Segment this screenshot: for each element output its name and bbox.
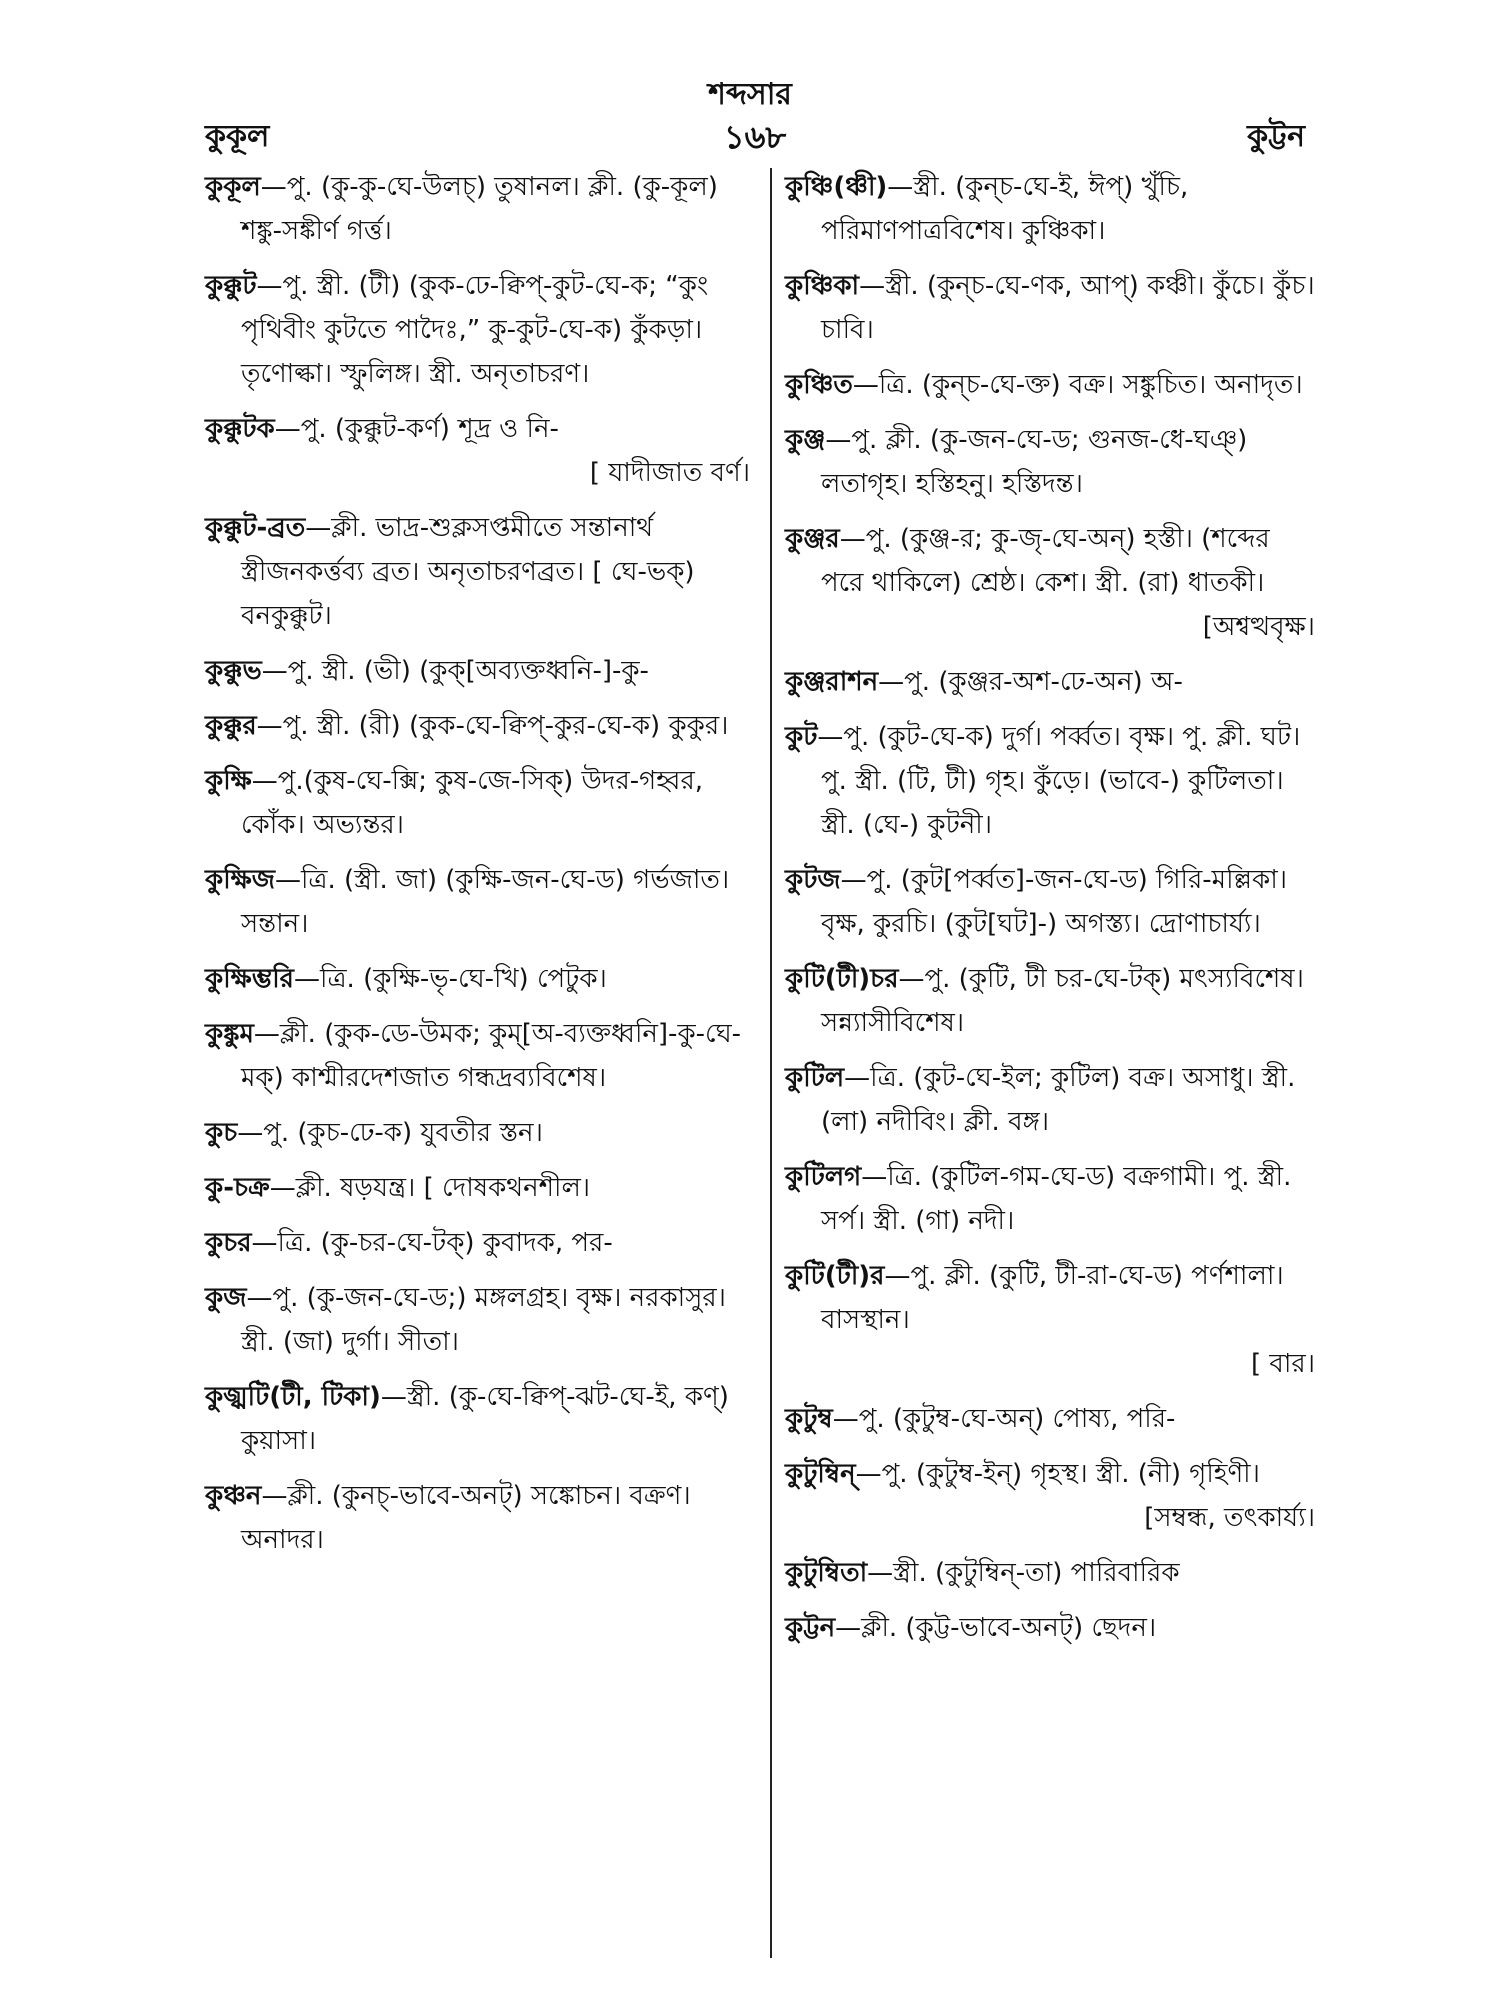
right-column xyxy=(785,165,1315,1661)
page-number: ১৬৮ xyxy=(723,118,787,156)
dictionary-entry xyxy=(785,957,1315,1045)
entry-definition: —পু. (কু-কু-ঘে-উলচ্) তুষানল। ক্লী. (কু-কূল) শঙ্কু-সঙ্কীর্ণ গর্ত্ত। xyxy=(241,172,718,246)
entry-definition: —স্ত্রী. (কুটুম্বিন্-তা) পারিবারিক xyxy=(867,1558,1180,1588)
entry-definition: —পু. (কুক্কুট-কর্ণ) শূদ্র ও নি- xyxy=(274,414,559,444)
entry-headword: কুক্ষিজ xyxy=(205,865,275,895)
entry-headword: কুটুম্ব xyxy=(785,1404,833,1434)
dictionary-entry xyxy=(785,165,1315,253)
dictionary-entry xyxy=(785,363,1315,407)
entry-definition: —পু. (কুটি, টী চর-ঘে-টক্) মৎস্যবিশেষ। সন্ন্যাসীবিশেষ। xyxy=(821,964,1304,1038)
entry-definition: —পু. (কুঞ্জ-র; কু-জৃ-ঘে-অন্) হস্তী। (শব্দের পরে থাকিলে) শ্রেষ্ঠ। কেশ। স্ত্রী. (রা) ধাতকী। xyxy=(821,524,1270,598)
entry-headword: কুঞ্চিকা xyxy=(785,271,860,301)
entry-definition: —পু. (কুঞ্জর-অশ-ঢে-অন) অ- xyxy=(878,667,1183,697)
dictionary-entry xyxy=(785,418,1315,506)
entry-headword: কুকূল xyxy=(205,172,261,202)
entry-headword: কুক্ষিম্ভরি xyxy=(205,964,294,994)
entry-headword: কুঙ্কুম xyxy=(205,1019,254,1049)
entry-headword: কুক্ষি xyxy=(205,766,252,796)
dictionary-entry xyxy=(205,649,750,693)
entry-definition: —পু. (কু-জন-ঘে-ড;) মঙ্গলগ্রহ। বৃক্ষ। নরকাসুর। স্ত্রী. (জা) দুর্গা। সীতা। xyxy=(241,1283,726,1357)
entry-headword: কুঞ্জর xyxy=(785,524,840,554)
entry-headword: কুক্কুর xyxy=(205,711,257,741)
dictionary-entry xyxy=(785,264,1315,352)
entry-definition: —পু. স্ত্রী. (রী) (কুক-ঘে-ক্বিপ্-কুর-ঘে-ক) কুকুর। xyxy=(256,711,729,741)
entry-headword: কুজ xyxy=(205,1283,247,1313)
page-title: শব্দসার xyxy=(708,77,792,112)
entry-headword: কু-চক্র xyxy=(205,1173,270,1203)
dictionary-entry xyxy=(205,165,750,253)
entry-definition: —পু. (কুটুম্ব-ইন্) গৃহস্থ। স্ত্রী. (নী) গৃহিণী। xyxy=(855,1459,1260,1489)
left-column xyxy=(205,165,750,1573)
entry-definition: —ত্রি. (কু-চর-ঘে-টক্) কুবাদক, পর- xyxy=(251,1228,613,1258)
entry-headword: কুটি(টী)চর xyxy=(785,964,899,994)
entry-headword: কুজ্ঝটি(টী, টিকা) xyxy=(205,1382,381,1412)
entry-definition: —স্ত্রী. (কুন্‌চ-ঘে-ণক, আপ্) কঞ্চী। কুঁচে। কুঁচ। চাবি। xyxy=(821,271,1315,345)
dictionary-entry xyxy=(205,1375,750,1463)
dictionary-entry xyxy=(205,957,750,1001)
column-divider xyxy=(770,168,772,1958)
entry-definition: —স্ত্রী. (কু-ঘে-ক্বিপ্-ঝট-ঘে-ই, কণ্) কুয়াসা। xyxy=(241,1382,729,1456)
dictionary-entry xyxy=(205,1012,750,1100)
dictionary-entry xyxy=(785,1254,1315,1386)
dictionary-entry xyxy=(205,1166,750,1210)
entry-definition: —পু. (কুটুম্ব-ঘে-অন্) পোষ্য, পরি- xyxy=(832,1404,1176,1434)
entry-headword: কুক্কুভ xyxy=(205,656,262,686)
entry-continuation: [অশ্বত্থবৃক্ষ। xyxy=(1202,612,1315,642)
entry-definition: —ত্রি. (কুক্ষি-ভৃ-ঘে-খি) পেটুক। xyxy=(294,964,607,994)
entry-definition: —পু. (কুচ-ঢে-ক) যুবতীর স্তন। xyxy=(237,1118,543,1148)
entry-definition: —ক্লী. (কুট্ট-ভাবে-অনট্) ছেদন। xyxy=(835,1613,1157,1643)
entry-definition: —ত্রি. (স্ত্রী. জা) (কুক্ষি-জন-ঘে-ড) গর্ভজাত। সন্তান। xyxy=(241,865,730,939)
entry-definition: —ক্লী. ষড়যন্ত্র। [ দোষকথনশীল। xyxy=(269,1173,591,1203)
entry-definition: —স্ত্রী. (কুন্‌চ-ঘে-ই, ঈপ্) খুঁচি, পরিমাণপাত্রবিশেষ। কুঞ্চিকা। xyxy=(821,172,1189,246)
dictionary-entry xyxy=(205,704,750,748)
entry-headword: কুঞ্চি(ঞ্চী) xyxy=(785,172,888,202)
entry-headword: কুটিল xyxy=(785,1063,845,1093)
entry-headword: কুটজ xyxy=(785,865,841,895)
entry-definition: —পু. স্ত্রী. (টী) (কুক-ঢে-ক্বিপ্-কুট-ঘে-ক; “কুং পৃথিবীং কুটতে পাদৈঃ,” কু-কুট-ঘে-ক) কুঁকড়া। তৃণোল্কা। স্ফুলিঙ্গ। স্ত্রী. অনৃতাচরণ। xyxy=(241,271,709,389)
entry-headword: কুক্কুট-ব্রত xyxy=(205,513,306,543)
entry-headword: কুক্কুটক xyxy=(205,414,275,444)
dictionary-entry xyxy=(785,715,1315,847)
entry-headword: কুচর xyxy=(205,1228,252,1258)
entry-headword: কুচ xyxy=(205,1118,238,1148)
entry-definition: —পু. স্ত্রী. (ভী) (কুক্[অব্যক্তধ্বনি-]-কু- xyxy=(261,656,649,686)
entry-definition: —ক্লী. (কুনচ্-ভাবে-অনট্) সঙ্কোচন। বক্রণ। অনাদর। xyxy=(241,1481,691,1555)
entry-definition: —পু.(কুষ-ঘে-ক্সি; কুষ-জে-সিক্) উদর-গহ্বর, কোঁক। অভ্যন্তর। xyxy=(241,766,704,840)
dictionary-entry xyxy=(205,858,750,946)
entry-continuation: [ যাদীজাত বর্ণ। xyxy=(589,458,750,488)
dictionary-entry xyxy=(205,1474,750,1562)
entry-headword: কুট xyxy=(785,722,818,752)
entry-headword: কুটিলগ xyxy=(785,1162,862,1192)
dictionary-entry xyxy=(205,264,750,396)
dictionary-entry xyxy=(785,1452,1315,1540)
dictionary-entry xyxy=(205,1221,750,1265)
dictionary-entry xyxy=(205,407,750,495)
guide-row xyxy=(205,112,1305,162)
dictionary-entry xyxy=(785,660,1315,704)
entry-definition: —ক্লী. (কুক-ডে-উমক; কুম্[অ-ব্যক্তধ্বনি]-কু-ঘে-মক্) কাশ্মীরদেশজাত গন্ধদ্রব্যবিশেষ। xyxy=(241,1019,742,1093)
dictionary-entry xyxy=(785,1056,1315,1144)
entry-headword: কুটুম্বিতা xyxy=(785,1558,868,1588)
dictionary-entry xyxy=(785,1397,1315,1441)
entry-continuation: [ বার। xyxy=(1250,1349,1315,1379)
entry-definition: —পু. (কুট[পর্ব্বত]-জন-ঘে-ড) গিরি-মল্লিকা। বৃক্ষ, কুরচি। (কুট[ঘট]-) অগস্ত্য। দ্রোণাচার্য্য। xyxy=(821,865,1288,939)
entry-headword: কুঞ্চন xyxy=(205,1481,262,1511)
dictionary-entry xyxy=(205,1276,750,1364)
entry-definition: —ত্রি. (কুন্‌চ-ঘে-ক্ত) বক্র। সঙ্কুচিত। অনাদৃত। xyxy=(852,370,1303,400)
entry-definition: —ত্রি. (কুটিল-গম-ঘে-ড) বক্রগামী। পু. স্ত্রী. সর্প। স্ত্রী. (গা) নদী। xyxy=(821,1162,1292,1236)
dictionary-entry xyxy=(205,1111,750,1155)
dictionary-entry xyxy=(785,1606,1315,1650)
dictionary-entry xyxy=(205,759,750,847)
dictionary-entry xyxy=(205,506,750,638)
entry-headword: কুক্কুট xyxy=(205,271,257,301)
entry-definition: —পু. ক্লী. (কুটি, টী-রা-ঘে-ড) পর্ণশালা। বাসস্থান। xyxy=(821,1261,1284,1335)
dictionary-entry xyxy=(785,858,1315,946)
entry-definition: —ক্লী. ভাদ্র-শুক্লসপ্তমীতে সন্তানার্থ স্ত্রীজনকর্ত্তব্য ব্রত। অনৃতাচরণব্রত। [ ঘে-ভক্) বনকুক্কুট। xyxy=(241,513,695,631)
entry-continuation: [সম্বন্ধ, তৎকার্য্য। xyxy=(1144,1503,1315,1533)
entry-headword: কুটি(টী)র xyxy=(785,1261,885,1291)
guide-word-right: কুট্টন xyxy=(1247,119,1305,154)
entry-headword: কুটুম্বিন্ xyxy=(785,1459,856,1489)
entry-headword: কুঞ্জরাশন xyxy=(785,667,879,697)
entry-headword: কুঞ্জ xyxy=(785,425,826,455)
dictionary-entry xyxy=(785,1551,1315,1595)
entry-definition: —ত্রি. (কুট-ঘে-ইল; কুটিল) বক্র। অসাধু। স্ত্রী. (লা) নদীবিং। ক্লী. বঙ্গ। xyxy=(821,1063,1296,1137)
dictionary-entry xyxy=(785,517,1315,649)
guide-word-left: কুকূল xyxy=(205,119,270,154)
entry-definition: —পু. (কুট-ঘে-ক) দুর্গ। পর্ব্বত। বৃক্ষ। পু. ক্লী. ঘট। পু. স্ত্রী. (টি, টী) গৃহ। কুঁড়ে। (ভাবে-) কুটিলতা। স্ত্রী. (ঘে-) কুটনী। xyxy=(817,722,1301,840)
entry-definition: —পু. ক্লী. (কু-জন-ঘে-ড; গুনজ-ধে-ঘঞ্) লতাগৃহ। হস্তিহনু। হস্তিদন্ত। xyxy=(821,425,1248,499)
entry-headword: কুট্টন xyxy=(785,1613,836,1643)
entry-headword: কুঞ্চিত xyxy=(785,370,853,400)
dictionary-entry xyxy=(785,1155,1315,1243)
